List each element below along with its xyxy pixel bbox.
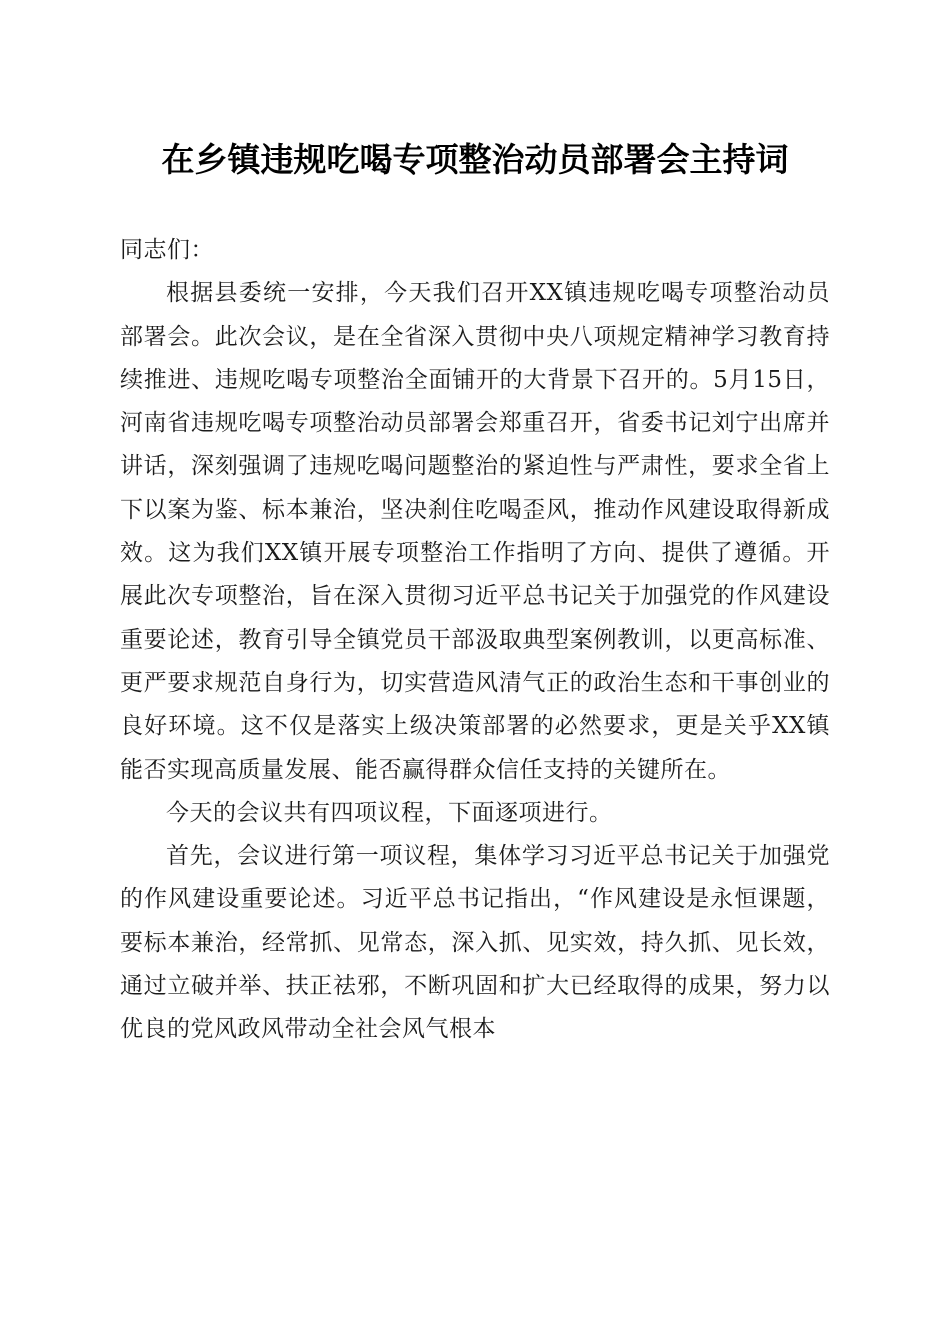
paragraph-intro: 根据县委统一安排，今天我们召开XX镇违规吃喝专项整治动员部署会。此次会议，是在全省深入贯彻中央八项规定精神学习教育持续推进、违规吃喝专项整治全面铺开的大背景下召开的。5月15日，河南省违规吃喝专项整治动员部署会郑重召开，省委书记刘宁出席并讲话，深刻强调了违规吃喝问题整治的紧迫性与严肃性，要求全省上下以案为鉴、标本兼治，坚决刹住吃喝歪风，推动作风建设取得新成效。这为我们XX镇开展专项整治工作指明了方向、提供了遵循。开展此次专项整治，旨在深入贯彻习近平总书记关于加强党的作风建设重要论述，教育引导全镇党员干部汲取典型案例教训，以更高标准、更严要求规范自身行为，切实营造风清气正的政治生态和干事创业的良好环境。这不仅是落实上级决策部署的必然要求，更是关乎XX镇能否实现高质量发展、能否赢得群众信任支持的关键所在。: [120, 280, 830, 783]
salutation: 同志们：: [120, 237, 214, 263]
document-body: [120, 229, 830, 1052]
paragraph-first-item: 首先，会议进行第一项议程，集体学习习近平总书记关于加强党的作风建设重要论述。习近平总书记指出，“作风建设是永恒课题，要标本兼治，经常抓、见常态，深入抓、见实效，持久抓、见长效，通过立破并举、扶正祛邪，不断巩固和扩大已经取得的成果，努力以优良的党风政风带动全社会风气根本: [120, 843, 830, 1043]
document-title: 在乡镇违规吃喝专项整治动员部署会主持词: [161, 140, 789, 179]
paragraph-agenda: 今天的会议共有四项议程，下面逐项进行。: [166, 799, 613, 826]
